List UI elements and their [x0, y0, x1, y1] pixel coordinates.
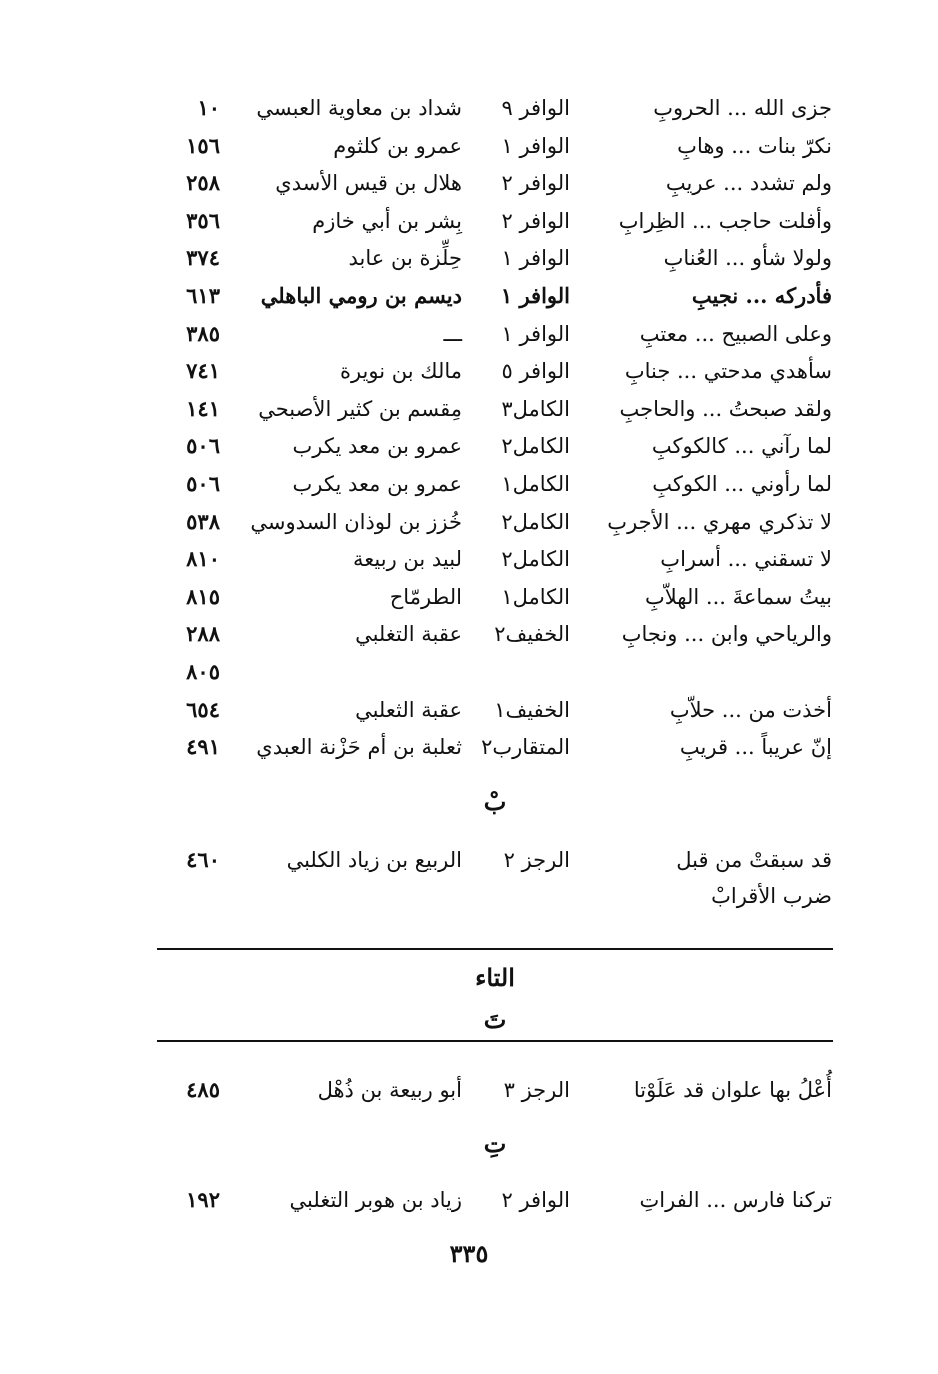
verse: نكرّ بنات ... وهابِ [677, 133, 832, 158]
meter: الكامل٢ [501, 509, 570, 534]
poet: الطرمّاح [389, 584, 462, 609]
page-ref: ٣٥٦ [186, 207, 220, 233]
verse: سأهدي مدحتي ... جنابِ [624, 359, 832, 384]
verse: لا تسقني ... أسرابِ [660, 547, 832, 572]
table-row [150, 428, 840, 464]
page-ref: ٣٨٥ [186, 320, 220, 346]
meter: الوافر ٥ [501, 359, 570, 384]
table-row [150, 353, 840, 389]
verse: إنّ عريباً ... قريبِ [679, 735, 832, 760]
table-row [150, 203, 840, 239]
meter: الوافر ٢ [501, 1188, 570, 1212]
meter: الكامل٢ [501, 434, 570, 459]
ta-kasra-entry [150, 1182, 840, 1218]
rajaz-entry [150, 842, 840, 878]
page-ref: ١٩٢ [186, 1187, 220, 1212]
meter: المتقارب٢ [481, 735, 570, 760]
poet: عمرو بن معد يكرب [292, 434, 462, 459]
poet: خُزز بن لوذان السدوسي [250, 509, 462, 534]
meter: الخفيف٢ [494, 622, 570, 647]
meter: الوافر ١ [501, 246, 570, 271]
meter: الرجز ٢ [503, 848, 570, 872]
verse: وأفلت حاجب ... الظِرابِ [618, 208, 832, 233]
verse: والرياحي وابن ... ونجابِ [621, 622, 832, 647]
section-rule-top [157, 948, 833, 950]
verse: فأدركه ... نجيبِ [691, 283, 832, 308]
poet: بِشر بن أبي خازم [312, 208, 462, 233]
meter: الوافر ١ [501, 321, 570, 346]
page-ref: ٥٣٨ [186, 508, 220, 534]
meter: الكامل٢ [501, 547, 570, 572]
verse: تركنا فارس ... الفراتِ [639, 1188, 832, 1212]
page-ref: ٤٦٠ [186, 847, 220, 872]
page-ref: ٨١٠ [186, 546, 220, 572]
verse: جزى الله ... الحروبِ [653, 96, 832, 120]
table-row [150, 128, 840, 164]
table-row [150, 729, 840, 765]
meter: الوافر ١ [501, 133, 570, 158]
poet: ديسم بن رومي الباهلي [260, 283, 462, 308]
table-row [150, 240, 840, 276]
section-title-ta: التاء [475, 963, 515, 992]
table-row [150, 692, 840, 728]
meter: الكامل١ [501, 584, 570, 609]
table-row [150, 616, 840, 652]
page-ref: ٨١٥ [186, 583, 220, 609]
page-ref: ٢٥٨ [186, 170, 220, 196]
table-row [150, 654, 840, 690]
page-ref: ١٤١ [186, 395, 220, 421]
table-row [150, 541, 840, 577]
poet: لبيد بن ربيعة [353, 547, 462, 572]
subsection-ta-fatha: تَ [483, 1005, 507, 1034]
page-ref: ٧٤١ [186, 358, 220, 384]
meter: الوافر ٩ [501, 96, 570, 120]
ta-fatha-entry [150, 1072, 840, 1108]
page-ref: ٣٧٤ [186, 245, 220, 271]
poet: عمرو بن كلثوم [333, 133, 462, 158]
subsection-ta-kasra: تِ [483, 1129, 507, 1158]
meter: الرجز ٣ [503, 1078, 570, 1102]
meter: الوافر ٢ [501, 171, 570, 196]
verse: ولولا شأو ... العُنابِ [663, 246, 832, 271]
verse-line-1: قد سبقتْ من قبل [676, 848, 832, 872]
poet: ـــ [443, 321, 462, 346]
poet: الربيع بن زياد الكلبي [286, 848, 462, 872]
table-row [150, 165, 840, 201]
section-rule-bottom [157, 1040, 833, 1042]
page-number: ٣٣٥ [449, 1239, 489, 1268]
verse: لما رآني ... كالكوكبِ [651, 434, 832, 459]
subsection-ba-sukun: بْ [483, 787, 507, 816]
verse: ولقد صبحتُ ... والحاجبِ [619, 396, 832, 421]
poet: عقبة التغلبي [355, 622, 462, 647]
poet: عمرو بن معد يكرب [292, 472, 462, 496]
table-row [150, 579, 840, 615]
poet: حِلِّزة بن عابد [348, 246, 462, 271]
verse: وعلى الصبيح ... معتبِ [639, 321, 832, 346]
poet: عقبة الثعلبي [355, 697, 462, 722]
meter: الكامل١ [501, 472, 570, 496]
table-row [150, 316, 840, 352]
poet: هلال بن قيس الأسدي [275, 171, 462, 196]
verse-line-2: ضرب الأقرابْ [711, 884, 832, 908]
meter: الخفيف١ [494, 697, 570, 722]
poet: مالك بن نويرة [339, 359, 462, 384]
poet: أبو ربيعة بن ذُهْل [317, 1078, 462, 1102]
table-row [150, 90, 840, 126]
verse: بيتُ سماعةَ ... الهلاّبِ [645, 584, 832, 609]
verse: لا تذكري مهري ... الأجربِ [607, 509, 832, 534]
page-ref: ١٠ [197, 95, 220, 120]
table-row [150, 278, 840, 314]
table-row [150, 466, 840, 502]
page-ref: ١٥٦ [186, 132, 220, 158]
page-ref: ٤٩١ [186, 734, 220, 760]
verse: ولم تشدد ... عريبِ [665, 171, 832, 196]
rajaz-entry-continuation [150, 878, 840, 914]
page-ref: ٨٠٥ [186, 659, 220, 684]
page-ref: ٦١٣ [186, 283, 220, 308]
poet: زياد بن هوبر التغلبي [289, 1188, 462, 1212]
meter: الكامل٣ [501, 396, 570, 421]
page-ref: ٦٥٤ [186, 696, 220, 722]
verse: أخذت من ... حلاّبِ [669, 697, 832, 722]
poet: ثعلبة بن أم حَزْنة العبدي [256, 735, 462, 760]
verse: لما رأوني ... الكوكبِ [652, 472, 832, 496]
page-ref: ٤٨٥ [186, 1077, 220, 1102]
meter: الوافر ٢ [501, 208, 570, 233]
page-ref: ٥٠٦ [186, 471, 220, 496]
poet: مِقسم بن كثير الأصبحي [258, 396, 462, 421]
page-ref: ٢٨٨ [186, 621, 220, 647]
poet: شداد بن معاوية العبسي [256, 96, 462, 120]
verse: أُعْلُ بها علوان قد عَلَوْتا [633, 1078, 832, 1102]
meter: الوافر ١ [500, 283, 570, 308]
page-ref: ٥٠٦ [186, 433, 220, 459]
table-row [150, 391, 840, 427]
table-row [150, 504, 840, 540]
